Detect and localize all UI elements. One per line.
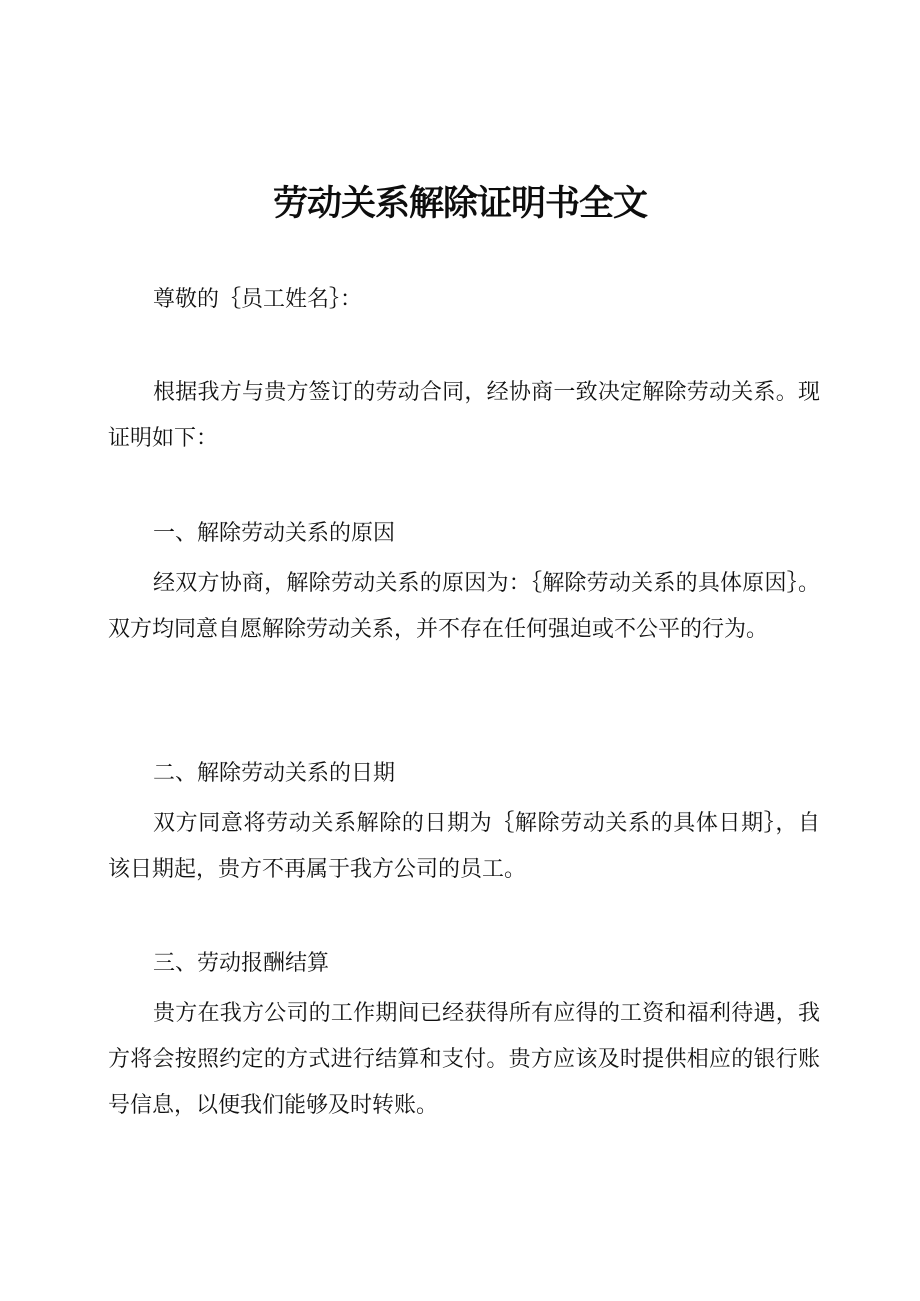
document-title: 劳动关系解除证明书全文 [272,184,647,224]
intro-paragraph: 根据我方与贵方签订的劳动合同，经协商一致决定解除劳动关系。现证明如下： [108,380,820,451]
section-heading: 二、解除劳动关系的日期 [153,761,396,786]
section-paragraph: 贵方在我方公司的工作期间已经获得所有应得的工资和福利待遇，我方将会按照约定的方式进行结算和支付。贵方应该及时提供相应的银行账号信息，以便我们能够及时转账。 [108,1001,820,1118]
section-settlement [108,944,820,1129]
salutation: 尊敬的｛员工姓名｝： [153,287,363,312]
section-heading: 一、解除劳动关系的原因 [153,521,396,546]
section-date [108,754,820,893]
section-paragraph: 双方同意将劳动关系解除的日期为｛解除劳动关系的具体日期｝，自该日期起，贵方不再属于我方公司的员工。 [108,811,820,882]
section-reason [108,514,820,653]
section-heading: 三、劳动报酬结算 [153,951,330,976]
intro-block [108,370,820,462]
section-paragraph: 经双方协商，解除劳动关系的原因为：｛解除劳动关系的具体原因｝。双方均同意自愿解除劳动关系，并不存在任何强迫或不公平的行为。 [108,571,820,642]
